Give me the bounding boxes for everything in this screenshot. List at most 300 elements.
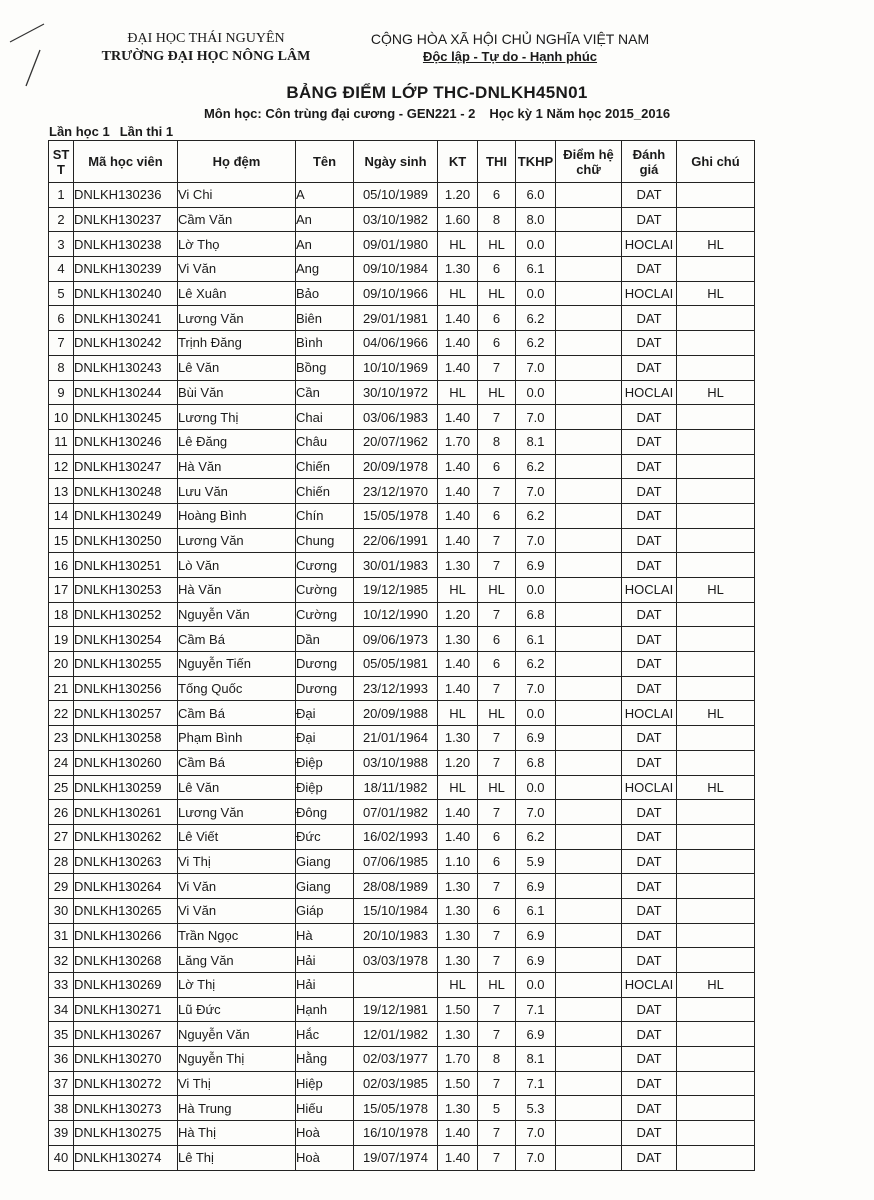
cell-letter-grade: [556, 183, 622, 208]
cell-kt: 1.20: [438, 750, 478, 775]
cell-name: Bảo: [296, 281, 354, 306]
cell-surname: Trần Ngọc: [178, 923, 296, 948]
cell-stt: 10: [49, 405, 74, 430]
cell-kt: 1.30: [438, 553, 478, 578]
table-row: [49, 578, 755, 603]
cell-letter-grade: [556, 652, 622, 677]
cell-thi: 6: [478, 652, 516, 677]
cell-name: Dần: [296, 627, 354, 652]
cell-letter-grade: [556, 232, 622, 257]
cell-surname: Hà Văn: [178, 454, 296, 479]
cell-letter-grade: [556, 898, 622, 923]
cell-surname: Cầm Văn: [178, 207, 296, 232]
cell-stt: 32: [49, 948, 74, 973]
cell-stt: 24: [49, 750, 74, 775]
cell-thi: 8: [478, 429, 516, 454]
cell-letter-grade: [556, 1047, 622, 1072]
cell-letter-grade: [556, 973, 622, 998]
cell-dob: 03/10/1982: [354, 207, 438, 232]
cell-name: Đại: [296, 726, 354, 751]
cell-surname: Lưu Văn: [178, 479, 296, 504]
cell-letter-grade: [556, 676, 622, 701]
cell-stt: 29: [49, 874, 74, 899]
cell-student-id: DNLKH130272: [74, 1071, 178, 1096]
cell-name: Chiến: [296, 454, 354, 479]
table-row: [49, 874, 755, 899]
cell-tkhp: 0.0: [516, 701, 556, 726]
cell-name: Đức: [296, 824, 354, 849]
cell-surname: Nguyễn Văn: [178, 1022, 296, 1047]
cell-dob: 18/11/1982: [354, 775, 438, 800]
cell-evaluation: DAT: [622, 331, 677, 356]
pen-marks: [6, 18, 46, 88]
cell-student-id: DNLKH130239: [74, 257, 178, 282]
col-note: Ghi chú: [677, 141, 755, 183]
cell-name: Cương: [296, 553, 354, 578]
cell-thi: 6: [478, 898, 516, 923]
cell-kt: 1.40: [438, 528, 478, 553]
cell-student-id: DNLKH130270: [74, 1047, 178, 1072]
cell-thi: 7: [478, 528, 516, 553]
cell-student-id: DNLKH130243: [74, 355, 178, 380]
table-row: [49, 429, 755, 454]
cell-note: [677, 627, 755, 652]
col-dob: Ngày sinh: [354, 141, 438, 183]
cell-kt: 1.60: [438, 207, 478, 232]
table-row: [49, 1121, 755, 1146]
cell-evaluation: DAT: [622, 849, 677, 874]
cell-thi: 7: [478, 405, 516, 430]
cell-student-id: DNLKH130267: [74, 1022, 178, 1047]
cell-surname: Lê Thị: [178, 1145, 296, 1170]
cell-dob: 03/06/1983: [354, 405, 438, 430]
cell-surname: Vi Văn: [178, 874, 296, 899]
cell-tkhp: 0.0: [516, 973, 556, 998]
cell-evaluation: DAT: [622, 1096, 677, 1121]
cell-kt: 1.30: [438, 948, 478, 973]
cell-kt: HL: [438, 578, 478, 603]
university-name: ĐẠI HỌC THÁI NGUYÊN: [127, 31, 285, 46]
cell-name: Chín: [296, 503, 354, 528]
cell-tkhp: 6.9: [516, 874, 556, 899]
cell-letter-grade: [556, 923, 622, 948]
cell-kt: 1.20: [438, 602, 478, 627]
cell-stt: 17: [49, 578, 74, 603]
cell-kt: HL: [438, 281, 478, 306]
cell-letter-grade: [556, 849, 622, 874]
cell-tkhp: 6.2: [516, 652, 556, 677]
cell-stt: 6: [49, 306, 74, 331]
cell-thi: 7: [478, 1145, 516, 1170]
cell-stt: 33: [49, 973, 74, 998]
cell-student-id: DNLKH130249: [74, 503, 178, 528]
cell-thi: 7: [478, 1022, 516, 1047]
cell-dob: [354, 973, 438, 998]
cell-dob: 02/03/1977: [354, 1047, 438, 1072]
cell-kt: 1.50: [438, 997, 478, 1022]
cell-stt: 39: [49, 1121, 74, 1146]
cell-name: Giang: [296, 874, 354, 899]
cell-stt: 7: [49, 331, 74, 356]
cell-evaluation: HOCLAI: [622, 281, 677, 306]
cell-dob: 28/08/1989: [354, 874, 438, 899]
table-row: [49, 701, 755, 726]
cell-dob: 19/12/1985: [354, 578, 438, 603]
cell-surname: Vi Văn: [178, 898, 296, 923]
cell-kt: 1.40: [438, 405, 478, 430]
cell-tkhp: 7.1: [516, 997, 556, 1022]
table-row: [49, 207, 755, 232]
grades-table: [48, 140, 755, 1171]
cell-stt: 21: [49, 676, 74, 701]
cell-note: [677, 726, 755, 751]
cell-evaluation: DAT: [622, 874, 677, 899]
cell-note: [677, 355, 755, 380]
cell-name: Hiếu: [296, 1096, 354, 1121]
cell-surname: Lăng Văn: [178, 948, 296, 973]
cell-tkhp: 7.0: [516, 479, 556, 504]
cell-thi: 7: [478, 997, 516, 1022]
cell-surname: Hà Văn: [178, 578, 296, 603]
cell-student-id: DNLKH130271: [74, 997, 178, 1022]
cell-note: [677, 1145, 755, 1170]
cell-tkhp: 7.0: [516, 800, 556, 825]
cell-tkhp: 6.9: [516, 1022, 556, 1047]
cell-tkhp: 7.1: [516, 1071, 556, 1096]
cell-note: [677, 553, 755, 578]
table-row: [49, 627, 755, 652]
cell-evaluation: DAT: [622, 454, 677, 479]
cell-dob: 20/10/1983: [354, 923, 438, 948]
cell-name: Giáp: [296, 898, 354, 923]
cell-letter-grade: [556, 627, 622, 652]
cell-dob: 03/03/1978: [354, 948, 438, 973]
cell-letter-grade: [556, 824, 622, 849]
cell-letter-grade: [556, 331, 622, 356]
table-row: [49, 232, 755, 257]
cell-tkhp: 6.2: [516, 824, 556, 849]
cell-note: [677, 183, 755, 208]
table-row: [49, 281, 755, 306]
cell-thi: 7: [478, 553, 516, 578]
cell-tkhp: 6.2: [516, 454, 556, 479]
cell-tkhp: 7.0: [516, 528, 556, 553]
cell-thi: 7: [478, 479, 516, 504]
cell-kt: 1.50: [438, 1071, 478, 1096]
table-row: [49, 948, 755, 973]
cell-thi: 6: [478, 257, 516, 282]
cell-stt: 5: [49, 281, 74, 306]
cell-surname: Lờ Thị: [178, 973, 296, 998]
cell-student-id: DNLKH130246: [74, 429, 178, 454]
cell-tkhp: 6.9: [516, 948, 556, 973]
cell-thi: HL: [478, 973, 516, 998]
cell-letter-grade: [556, 1071, 622, 1096]
table-row: [49, 257, 755, 282]
table-row: [49, 503, 755, 528]
cell-kt: HL: [438, 701, 478, 726]
cell-surname: Lương Thị: [178, 405, 296, 430]
cell-stt: 2: [49, 207, 74, 232]
cell-evaluation: HOCLAI: [622, 232, 677, 257]
cell-stt: 26: [49, 800, 74, 825]
cell-kt: 1.10: [438, 849, 478, 874]
cell-letter-grade: [556, 997, 622, 1022]
cell-student-id: DNLKH130247: [74, 454, 178, 479]
cell-name: Điệp: [296, 750, 354, 775]
cell-stt: 3: [49, 232, 74, 257]
cell-student-id: DNLKH130255: [74, 652, 178, 677]
cell-name: Đại: [296, 701, 354, 726]
table-row: [49, 553, 755, 578]
cell-tkhp: 6.1: [516, 257, 556, 282]
cell-student-id: DNLKH130242: [74, 331, 178, 356]
cell-kt: 1.30: [438, 898, 478, 923]
school-name: TRƯỜNG ĐẠI HỌC NÔNG LÂM: [101, 49, 311, 64]
cell-dob: 05/10/1989: [354, 183, 438, 208]
cell-note: HL: [677, 775, 755, 800]
cell-evaluation: DAT: [622, 553, 677, 578]
cell-letter-grade: [556, 479, 622, 504]
cell-thi: 7: [478, 355, 516, 380]
cell-student-id: DNLKH130251: [74, 553, 178, 578]
cell-note: [677, 429, 755, 454]
cell-dob: 19/07/1974: [354, 1145, 438, 1170]
cell-tkhp: 6.2: [516, 331, 556, 356]
table-row: [49, 355, 755, 380]
cell-dob: 22/06/1991: [354, 528, 438, 553]
cell-student-id: DNLKH130237: [74, 207, 178, 232]
cell-kt: 1.30: [438, 726, 478, 751]
country-name: CỘNG HÒA XÃ HỘI CHỦ NGHĨA VIỆT NAM: [370, 31, 650, 47]
cell-surname: Lê Văn: [178, 355, 296, 380]
cell-tkhp: 8.1: [516, 1047, 556, 1072]
cell-tkhp: 0.0: [516, 578, 556, 603]
cell-tkhp: 6.2: [516, 503, 556, 528]
table-row: [49, 331, 755, 356]
cell-note: [677, 874, 755, 899]
cell-student-id: DNLKH130253: [74, 578, 178, 603]
cell-dob: 09/01/1980: [354, 232, 438, 257]
cell-kt: 1.40: [438, 1145, 478, 1170]
cell-tkhp: 8.1: [516, 429, 556, 454]
cell-name: Hải: [296, 948, 354, 973]
cell-surname: Trịnh Đăng: [178, 331, 296, 356]
cell-dob: 04/06/1966: [354, 331, 438, 356]
cell-dob: 15/05/1978: [354, 503, 438, 528]
table-header-row: [49, 141, 755, 183]
col-tkhp: TKHP: [516, 141, 556, 183]
col-stt: ST T: [49, 141, 74, 183]
cell-student-id: DNLKH130268: [74, 948, 178, 973]
cell-surname: Lê Văn: [178, 775, 296, 800]
cell-evaluation: DAT: [622, 652, 677, 677]
cell-kt: 1.30: [438, 1096, 478, 1121]
cell-dob: 10/10/1969: [354, 355, 438, 380]
cell-kt: 1.30: [438, 1022, 478, 1047]
cell-note: [677, 528, 755, 553]
cell-letter-grade: [556, 207, 622, 232]
cell-dob: 02/03/1985: [354, 1071, 438, 1096]
cell-note: [677, 454, 755, 479]
table-row: [49, 750, 755, 775]
cell-name: Bồng: [296, 355, 354, 380]
cell-name: Hiệp: [296, 1071, 354, 1096]
cell-surname: Phạm Bình: [178, 726, 296, 751]
cell-note: HL: [677, 380, 755, 405]
cell-dob: 07/06/1985: [354, 849, 438, 874]
cell-surname: Tống Quốc: [178, 676, 296, 701]
cell-stt: 13: [49, 479, 74, 504]
cell-dob: 20/09/1988: [354, 701, 438, 726]
cell-note: [677, 750, 755, 775]
cell-note: [677, 405, 755, 430]
cell-dob: 29/01/1981: [354, 306, 438, 331]
cell-surname: Vi Thị: [178, 1071, 296, 1096]
institution-header: [96, 30, 316, 66]
study-attempt: Lần học 1: [49, 124, 110, 139]
cell-thi: 7: [478, 676, 516, 701]
cell-tkhp: 6.9: [516, 923, 556, 948]
attempts-line: [49, 124, 173, 139]
table-row: [49, 183, 755, 208]
cell-thi: 8: [478, 1047, 516, 1072]
cell-name: Hoà: [296, 1145, 354, 1170]
cell-evaluation: DAT: [622, 1047, 677, 1072]
cell-dob: 20/07/1962: [354, 429, 438, 454]
cell-tkhp: 7.0: [516, 676, 556, 701]
cell-tkhp: 6.2: [516, 306, 556, 331]
cell-thi: HL: [478, 232, 516, 257]
cell-student-id: DNLKH130275: [74, 1121, 178, 1146]
cell-surname: Hà Thị: [178, 1121, 296, 1146]
cell-note: HL: [677, 281, 755, 306]
cell-tkhp: 6.9: [516, 726, 556, 751]
cell-kt: 1.30: [438, 874, 478, 899]
cell-letter-grade: [556, 750, 622, 775]
cell-stt: 31: [49, 923, 74, 948]
cell-dob: 15/10/1984: [354, 898, 438, 923]
cell-evaluation: DAT: [622, 257, 677, 282]
cell-name: Ang: [296, 257, 354, 282]
cell-letter-grade: [556, 355, 622, 380]
cell-note: [677, 331, 755, 356]
cell-stt: 25: [49, 775, 74, 800]
cell-evaluation: DAT: [622, 503, 677, 528]
cell-note: HL: [677, 973, 755, 998]
cell-name: Cần: [296, 380, 354, 405]
cell-thi: 5: [478, 1096, 516, 1121]
col-kt: KT: [438, 141, 478, 183]
cell-dob: 09/10/1984: [354, 257, 438, 282]
cell-letter-grade: [556, 1121, 622, 1146]
cell-dob: 09/10/1966: [354, 281, 438, 306]
cell-stt: 20: [49, 652, 74, 677]
cell-student-id: DNLKH130259: [74, 775, 178, 800]
cell-name: Hạnh: [296, 997, 354, 1022]
cell-dob: 19/12/1981: [354, 997, 438, 1022]
cell-letter-grade: [556, 405, 622, 430]
cell-surname: Lê Đăng: [178, 429, 296, 454]
cell-surname: Nguyễn Văn: [178, 602, 296, 627]
cell-evaluation: HOCLAI: [622, 701, 677, 726]
table-row: [49, 676, 755, 701]
cell-thi: HL: [478, 775, 516, 800]
cell-name: Bình: [296, 331, 354, 356]
cell-dob: 20/09/1978: [354, 454, 438, 479]
table-row: [49, 1096, 755, 1121]
cell-student-id: DNLKH130252: [74, 602, 178, 627]
cell-student-id: DNLKH130258: [74, 726, 178, 751]
cell-letter-grade: [556, 553, 622, 578]
cell-student-id: DNLKH130250: [74, 528, 178, 553]
page-title: BẢNG ĐIỂM LỚP THC-DNLKH45N01: [286, 83, 588, 102]
cell-name: An: [296, 207, 354, 232]
cell-thi: 7: [478, 1121, 516, 1146]
cell-dob: 23/12/1970: [354, 479, 438, 504]
cell-thi: 7: [478, 726, 516, 751]
cell-surname: Lũ Đức: [178, 997, 296, 1022]
cell-kt: 1.40: [438, 824, 478, 849]
cell-evaluation: DAT: [622, 800, 677, 825]
cell-name: Đông: [296, 800, 354, 825]
table-row: [49, 849, 755, 874]
cell-note: [677, 898, 755, 923]
cell-name: Hà: [296, 923, 354, 948]
cell-tkhp: 6.1: [516, 898, 556, 923]
cell-thi: HL: [478, 380, 516, 405]
table-row: [49, 973, 755, 998]
cell-thi: 7: [478, 750, 516, 775]
cell-evaluation: DAT: [622, 824, 677, 849]
cell-evaluation: HOCLAI: [622, 973, 677, 998]
subject-line: [0, 106, 874, 121]
table-row: [49, 775, 755, 800]
cell-dob: 09/06/1973: [354, 627, 438, 652]
table-row: [49, 726, 755, 751]
cell-surname: Nguyễn Thị: [178, 1047, 296, 1072]
cell-evaluation: DAT: [622, 183, 677, 208]
col-student-id: Mã học viên: [74, 141, 178, 183]
cell-note: [677, 306, 755, 331]
cell-surname: Lương Văn: [178, 306, 296, 331]
cell-surname: Lò Văn: [178, 553, 296, 578]
cell-stt: 12: [49, 454, 74, 479]
cell-surname: Hà Trung: [178, 1096, 296, 1121]
cell-tkhp: 0.0: [516, 775, 556, 800]
cell-kt: HL: [438, 232, 478, 257]
cell-student-id: DNLKH130244: [74, 380, 178, 405]
cell-kt: HL: [438, 973, 478, 998]
col-evaluation: Đánh giá: [622, 141, 677, 183]
cell-thi: 7: [478, 1071, 516, 1096]
table-row: [49, 528, 755, 553]
cell-student-id: DNLKH130269: [74, 973, 178, 998]
cell-name: Dương: [296, 652, 354, 677]
cell-stt: 27: [49, 824, 74, 849]
cell-tkhp: 6.8: [516, 602, 556, 627]
cell-student-id: DNLKH130273: [74, 1096, 178, 1121]
cell-evaluation: DAT: [622, 306, 677, 331]
cell-evaluation: DAT: [622, 479, 677, 504]
cell-surname: Lương Văn: [178, 528, 296, 553]
cell-evaluation: DAT: [622, 355, 677, 380]
cell-note: [677, 800, 755, 825]
cell-dob: 12/01/1982: [354, 1022, 438, 1047]
cell-note: HL: [677, 701, 755, 726]
cell-name: Chiến: [296, 479, 354, 504]
cell-note: [677, 948, 755, 973]
